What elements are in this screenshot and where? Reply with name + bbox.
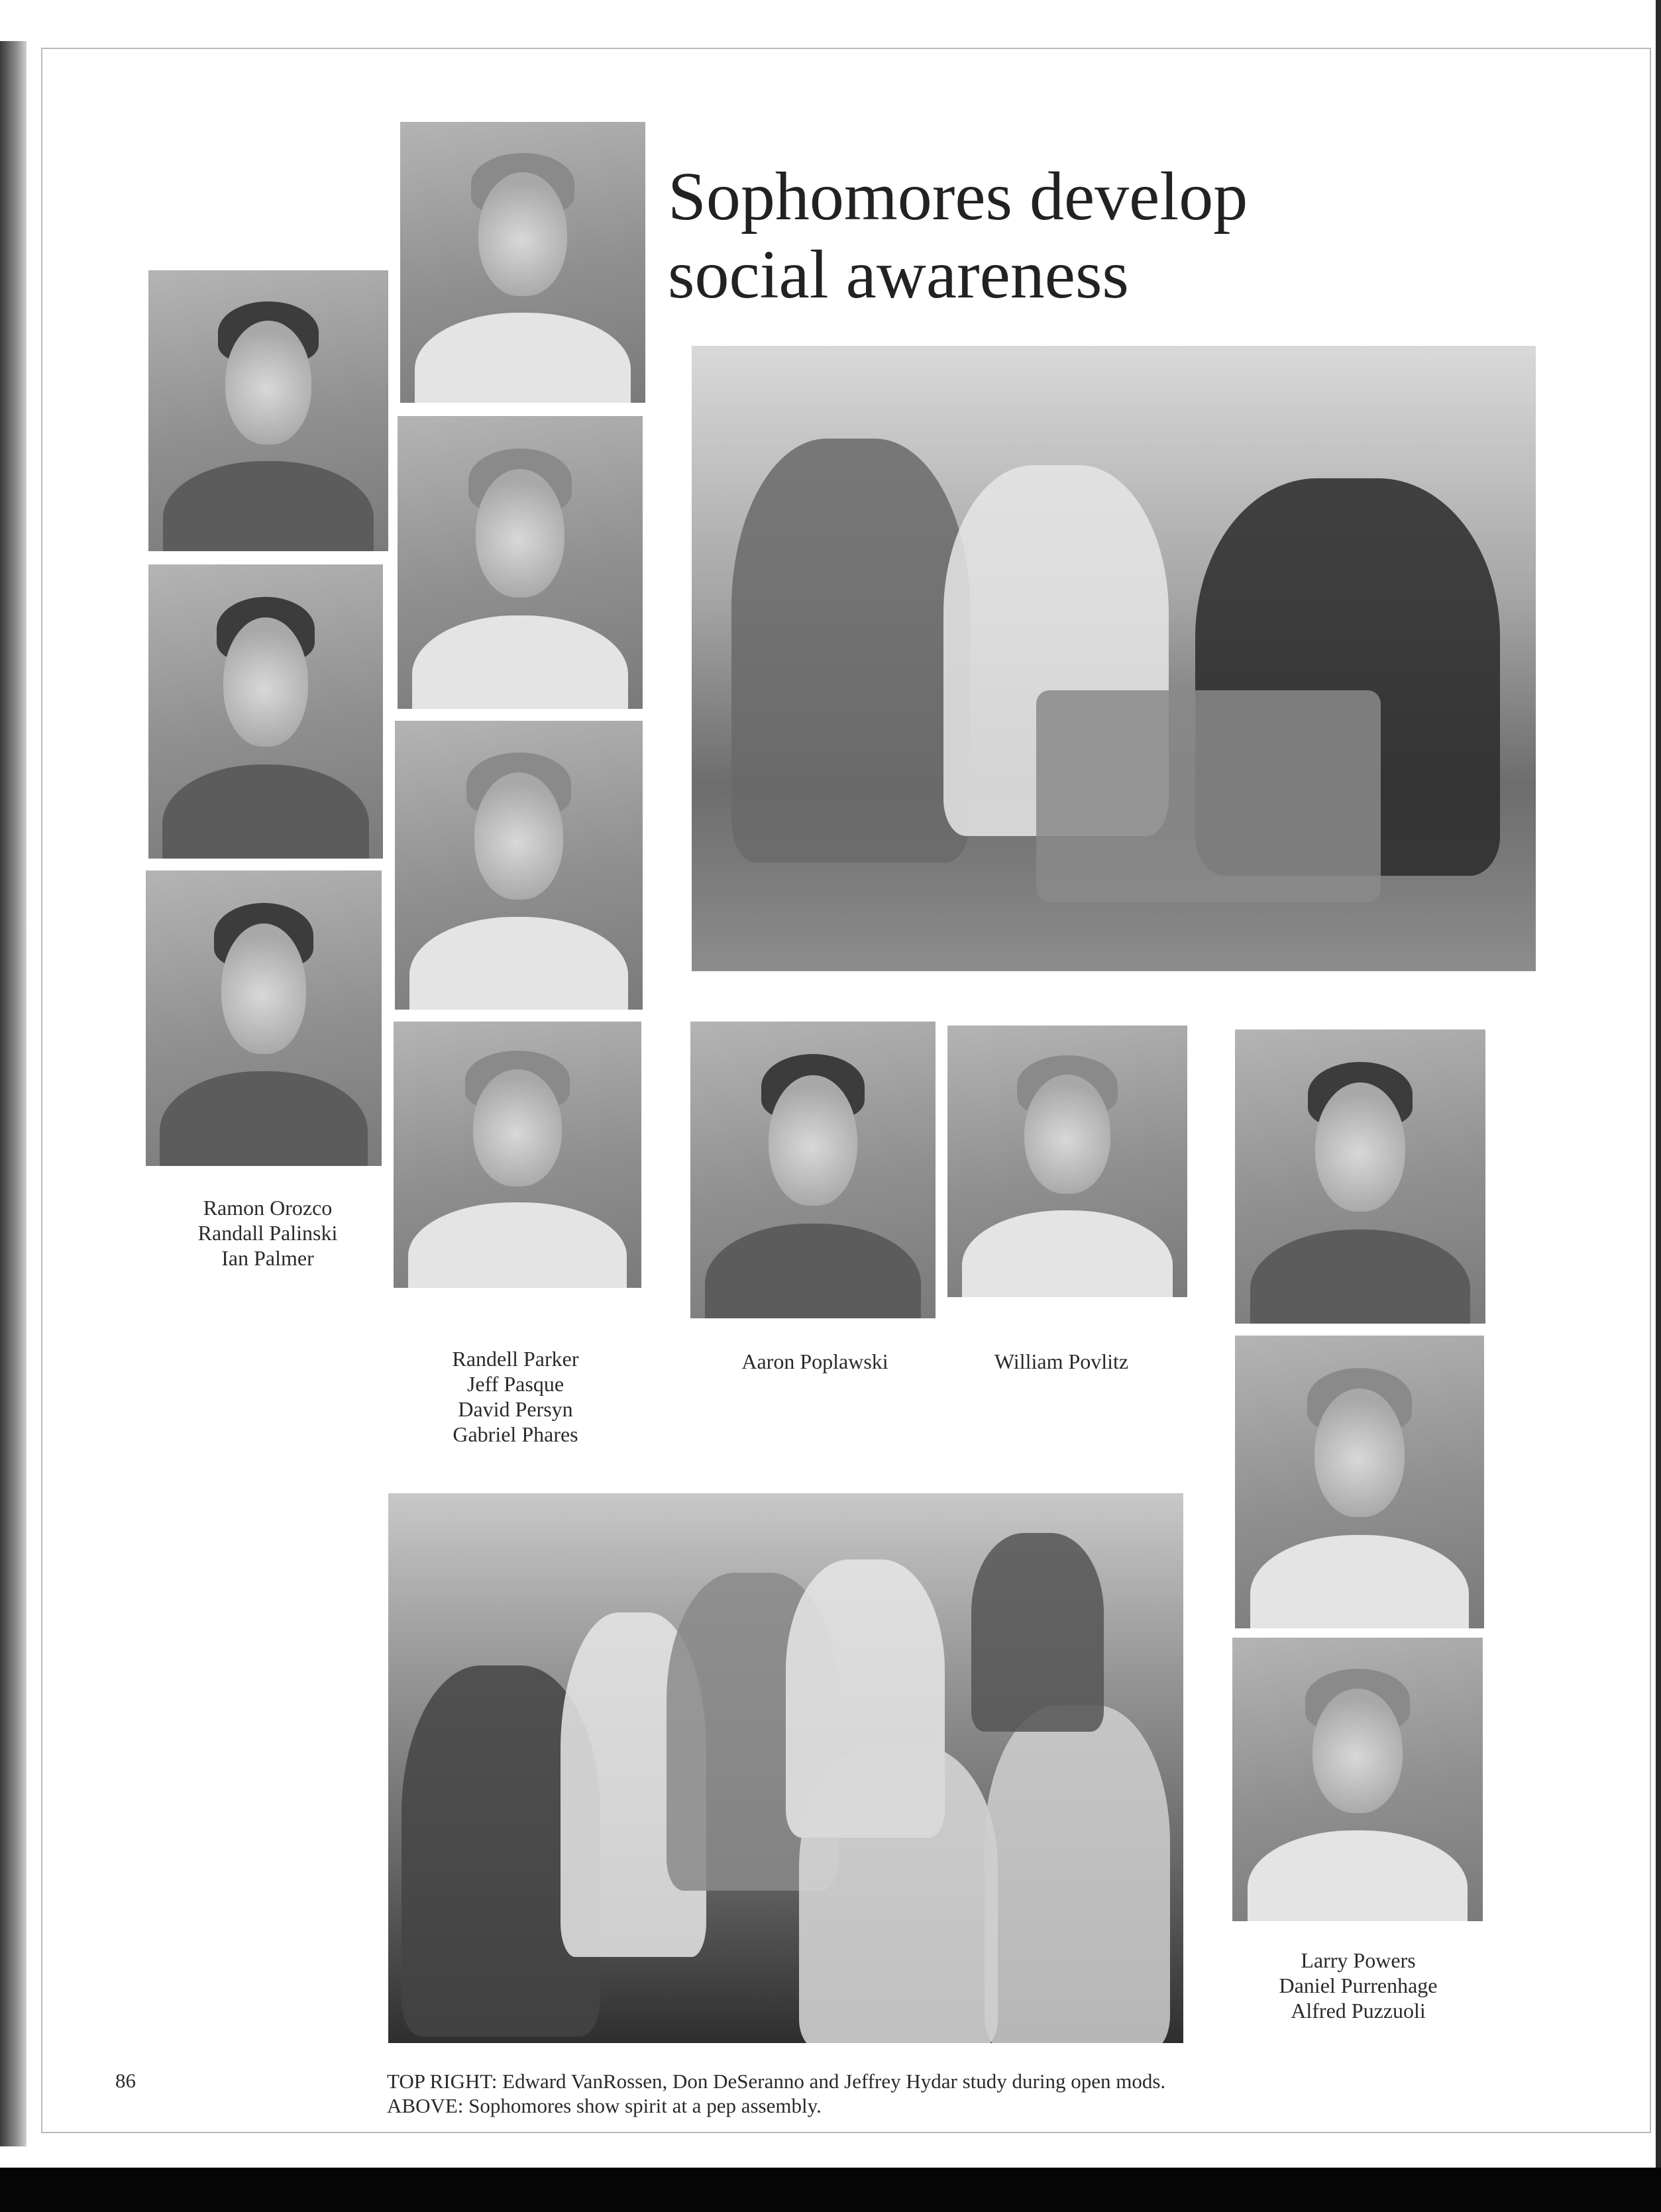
name-william-povlitz: William Povlitz bbox=[994, 1349, 1129, 1373]
photo-pep-assembly bbox=[388, 1493, 1183, 2043]
name-ramon-orozco: Ramon Orozco bbox=[203, 1196, 333, 1220]
portrait-ramon-orozco bbox=[148, 270, 388, 551]
portrait-jeff-pasque bbox=[398, 416, 643, 709]
portrait-ian-palmer bbox=[146, 870, 382, 1166]
name-gabriel-phares: Gabriel Phares bbox=[453, 1422, 578, 1446]
portrait-alfred-puzzuoli bbox=[1232, 1638, 1483, 1921]
name-daniel-purrenhage: Daniel Purrenhage bbox=[1279, 1974, 1438, 1997]
names-right-column bbox=[1246, 1948, 1471, 2023]
name-larry-powers: Larry Powers bbox=[1301, 1948, 1416, 1972]
names-middle-column bbox=[403, 1346, 628, 1447]
portrait-david-persyn bbox=[395, 721, 643, 1010]
portrait-william-povlitz bbox=[947, 1026, 1187, 1297]
names-poplawski bbox=[702, 1349, 928, 1374]
book-spine-shadow bbox=[0, 41, 27, 2146]
portrait-aaron-poplawski bbox=[690, 1022, 936, 1318]
headline-line-1: Sophomores develop bbox=[668, 158, 1248, 235]
names-left-column bbox=[155, 1195, 380, 1271]
scan-bottom-band bbox=[0, 2168, 1661, 2212]
name-david-persyn: David Persyn bbox=[458, 1397, 573, 1421]
portrait-randall-palinski bbox=[148, 564, 383, 859]
portrait-larry-powers bbox=[1235, 1029, 1485, 1324]
name-jeff-pasque: Jeff Pasque bbox=[466, 1372, 564, 1396]
name-randell-parker: Randell Parker bbox=[452, 1347, 579, 1371]
portrait-gabriel-phares bbox=[394, 1022, 641, 1288]
name-ian-palmer: Ian Palmer bbox=[221, 1246, 314, 1270]
names-povlitz bbox=[949, 1349, 1174, 1374]
portrait-daniel-purrenhage bbox=[1235, 1336, 1484, 1628]
name-randall-palinski: Randall Palinski bbox=[197, 1221, 338, 1245]
photo-students-studying bbox=[692, 346, 1536, 971]
page-headline bbox=[668, 158, 1397, 314]
headline-line-2: social awareness bbox=[668, 237, 1129, 313]
portrait-randell-parker bbox=[400, 122, 645, 403]
name-aaron-poplawski: Aaron Poplawski bbox=[741, 1349, 888, 1373]
page-number: 86 bbox=[115, 2069, 136, 2092]
page-edge-shadow bbox=[1656, 0, 1661, 2168]
name-alfred-puzzuoli: Alfred Puzzuoli bbox=[1291, 1999, 1426, 2023]
photo-caption: TOP RIGHT: Edward VanRossen, Don DeSeranno and Jeffrey Hydar study during open mods. ABOVE: Sophomores show spirit at a pep assembly. bbox=[387, 2070, 1166, 2117]
